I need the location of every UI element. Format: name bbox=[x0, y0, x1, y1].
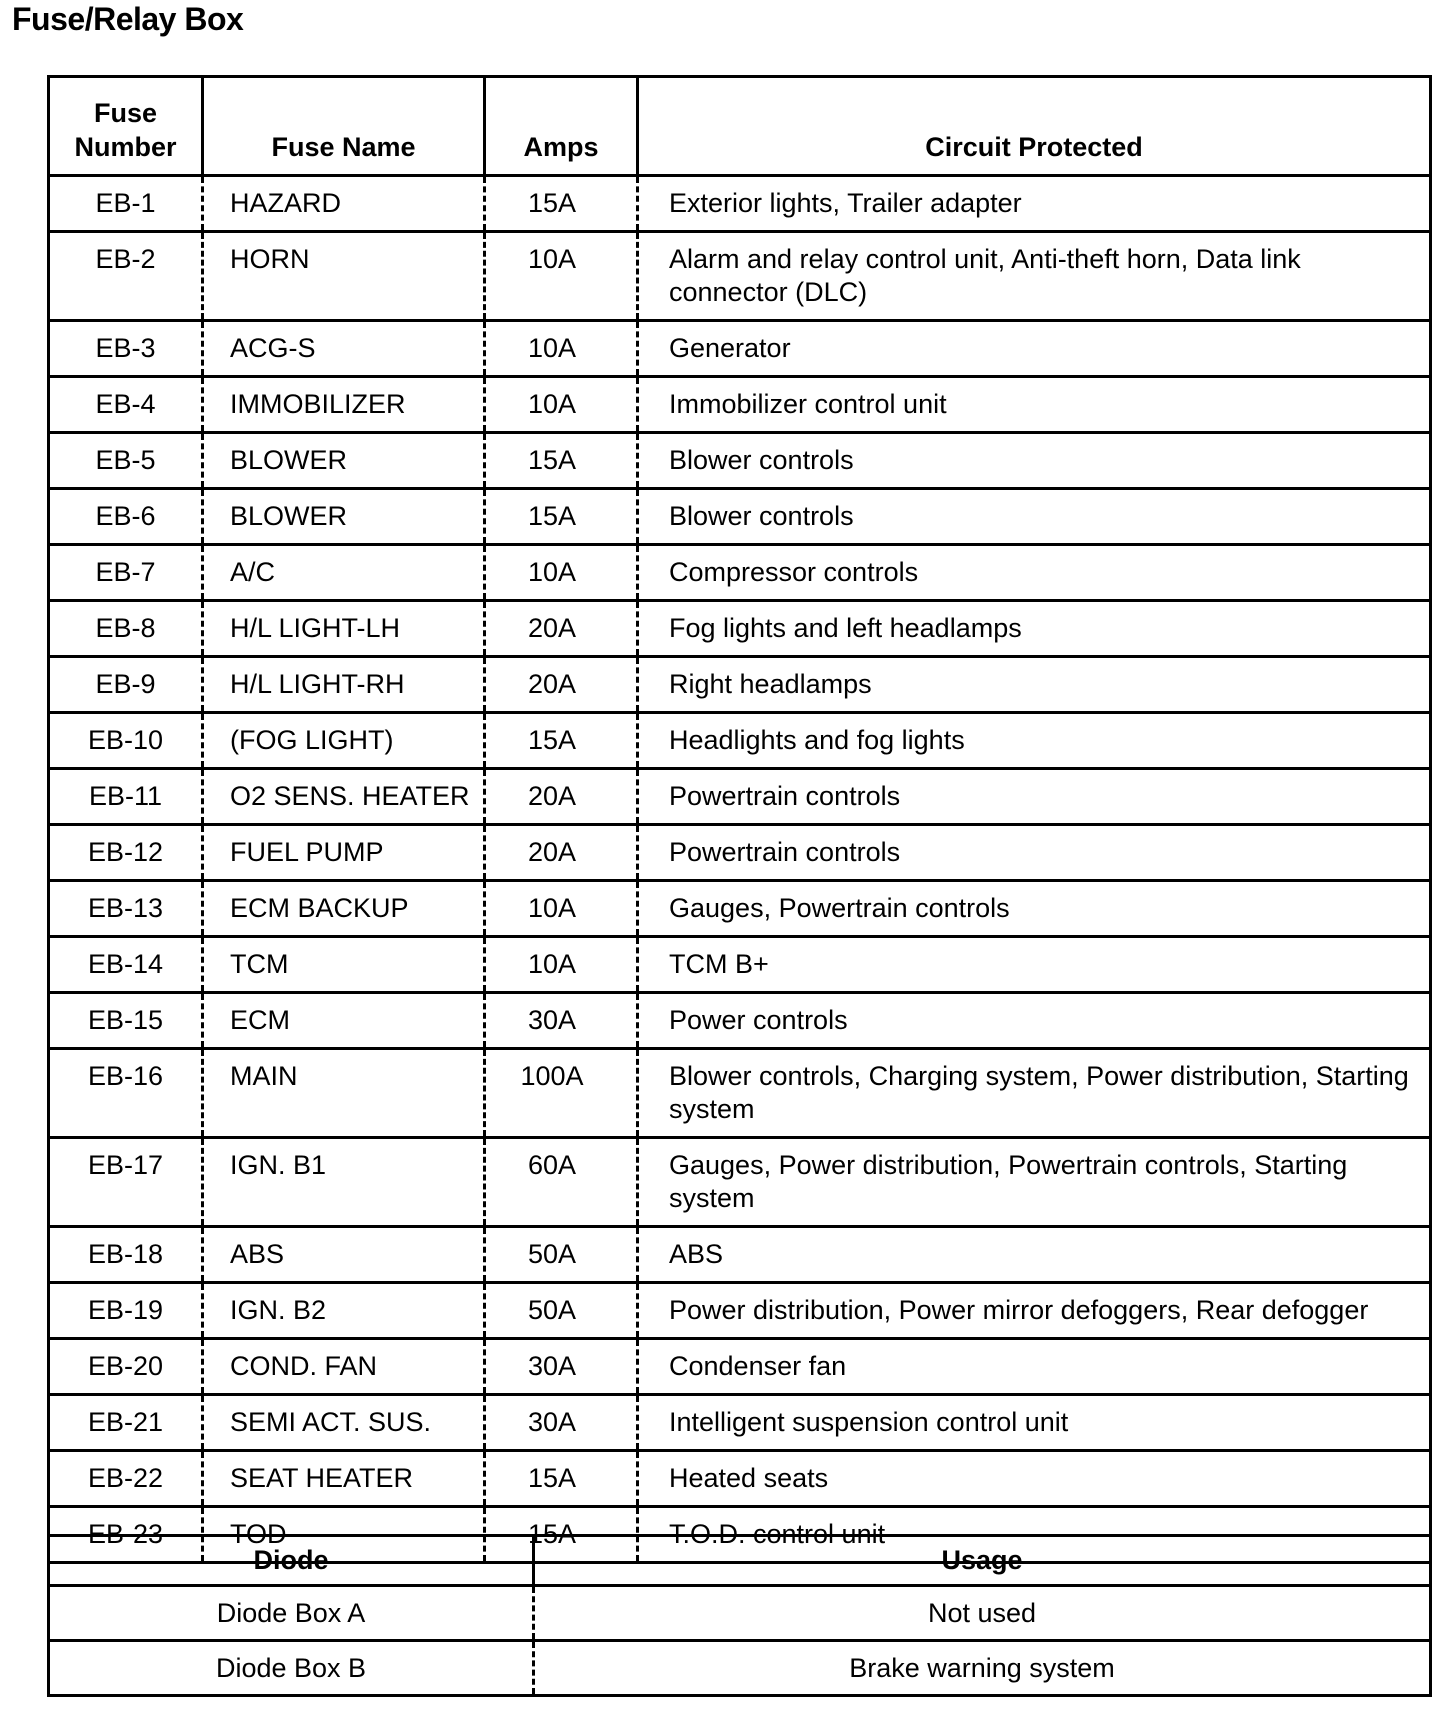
fuse-number-cell: EB-8 bbox=[49, 601, 203, 657]
fuse-number-cell: EB-12 bbox=[49, 825, 203, 881]
circuit-cell: Exterior lights, Trailer adapter bbox=[638, 176, 1431, 232]
table-row bbox=[49, 657, 1431, 713]
circuit-cell: T.O.D. control unit bbox=[669, 1519, 886, 1549]
fuse-number-cell: EB-13 bbox=[49, 881, 203, 937]
page-title: Fuse/Relay Box bbox=[12, 1, 244, 37]
circuit-cell: ABS bbox=[638, 1227, 1431, 1283]
diode-table-header-row bbox=[49, 1536, 1431, 1586]
circuit-cell: TCM B+ bbox=[638, 937, 1431, 993]
table-row bbox=[49, 545, 1431, 601]
amps-cell: 15A bbox=[485, 1451, 638, 1507]
fuse-number-cell: EB-18 bbox=[49, 1227, 203, 1283]
fuse-number-cell: EB-9 bbox=[49, 657, 203, 713]
amps-cell: 20A bbox=[485, 601, 638, 657]
table-row bbox=[49, 881, 1431, 937]
circuit-cell: Blower controls, Charging system, Power distribution, Starting system bbox=[638, 1049, 1431, 1138]
fuse-name-cell: H/L LIGHT-RH bbox=[203, 657, 485, 713]
circuit-cell: Blower controls bbox=[638, 489, 1431, 545]
circuit-cell: Blower controls bbox=[638, 433, 1431, 489]
fuse-name-cell: (FOG LIGHT) bbox=[203, 713, 485, 769]
fuse-number-cell: EB-10 bbox=[49, 713, 203, 769]
table-row bbox=[49, 489, 1431, 545]
table-row bbox=[49, 1283, 1431, 1339]
fuse-name-cell: ABS bbox=[203, 1227, 485, 1283]
fuse-number-cell: EB-1 bbox=[49, 176, 203, 232]
fuse-name-cell: BLOWER bbox=[203, 433, 485, 489]
diode-cell: Diode Box A bbox=[49, 1586, 534, 1641]
circuit-cell: Right headlamps bbox=[638, 657, 1431, 713]
amps-cell: 20A bbox=[485, 769, 638, 825]
fuse-name-cell: HAZARD bbox=[203, 176, 485, 232]
amps-cell: 20A bbox=[485, 825, 638, 881]
circuit-cell: Gauges, Powertrain controls bbox=[638, 881, 1431, 937]
table-row bbox=[49, 232, 1431, 321]
fuse-name-cell: SEAT HEATER bbox=[203, 1451, 485, 1507]
circuit-cell: Powertrain controls bbox=[638, 769, 1431, 825]
fuse-name-cell: COND. FAN bbox=[203, 1339, 485, 1395]
amps-cell: 20A bbox=[485, 657, 638, 713]
fuse-name-cell: ACG-S bbox=[203, 321, 485, 377]
amps-cell: 10A bbox=[485, 937, 638, 993]
usage-cell: Not used bbox=[534, 1586, 1431, 1641]
table-row bbox=[49, 1227, 1431, 1283]
fuse-name-cell: TCM bbox=[203, 937, 485, 993]
fuse-name-cell: A/C bbox=[203, 545, 485, 601]
usage-cell: Brake warning system bbox=[849, 1652, 1115, 1683]
amps-cell: 10A bbox=[485, 377, 638, 433]
fuse-table bbox=[47, 75, 1432, 1564]
circuit-cell: Fog lights and left headlamps bbox=[638, 601, 1431, 657]
table-row bbox=[49, 601, 1431, 657]
amps-cell: 15A bbox=[485, 489, 638, 545]
amps-cell: 50A bbox=[485, 1283, 638, 1339]
fuse-name-cell: IGN. B2 bbox=[203, 1283, 485, 1339]
fuse-name-cell: MAIN bbox=[203, 1049, 485, 1138]
fuse-table-header-row bbox=[49, 77, 1431, 176]
amps-cell: 60A bbox=[485, 1138, 638, 1227]
header-diode: Diode bbox=[49, 1536, 534, 1586]
fuse-name-cell: O2 SENS. HEATER bbox=[203, 769, 485, 825]
circuit-cell: Compressor controls bbox=[638, 545, 1431, 601]
fuse-name-cell: HORN bbox=[203, 232, 485, 321]
circuit-cell: Intelligent suspension control unit bbox=[638, 1395, 1431, 1451]
circuit-cell: Power controls bbox=[638, 993, 1431, 1049]
circuit-cell: Condenser fan bbox=[638, 1339, 1431, 1395]
fuse-number-cell: EB-5 bbox=[49, 433, 203, 489]
amps-cell: 10A bbox=[485, 881, 638, 937]
fuse-name-cell: IMMOBILIZER bbox=[203, 377, 485, 433]
fuse-number-cell: EB-23 bbox=[49, 1507, 203, 1563]
fuse-number-cell: EB-20 bbox=[49, 1339, 203, 1395]
amps-cell: 30A bbox=[485, 993, 638, 1049]
fuse-name-cell: ECM bbox=[203, 993, 485, 1049]
table-row bbox=[49, 377, 1431, 433]
table-row bbox=[49, 321, 1431, 377]
amps-cell: 10A bbox=[485, 321, 638, 377]
fuse-name-cell: H/L LIGHT-LH bbox=[203, 601, 485, 657]
fuse-number-cell: EB-15 bbox=[49, 993, 203, 1049]
table-row bbox=[49, 1049, 1431, 1138]
table-row bbox=[49, 1641, 1431, 1696]
fuse-number-cell: EB-22 bbox=[49, 1451, 203, 1507]
amps-cell: 50A bbox=[485, 1227, 638, 1283]
fuse-name-cell: ECM BACKUP bbox=[203, 881, 485, 937]
table-row bbox=[49, 1586, 1431, 1641]
table-row bbox=[49, 937, 1431, 993]
amps-cell: 15A bbox=[485, 176, 638, 232]
fuse-number-cell: EB-2 bbox=[49, 232, 203, 321]
amps-cell: 15A bbox=[485, 433, 638, 489]
circuit-cell: Alarm and relay control unit, Anti-theft horn, Data link connector (DLC) bbox=[638, 232, 1431, 321]
fuse-number-cell: EB-21 bbox=[49, 1395, 203, 1451]
circuit-cell: Heated seats bbox=[638, 1451, 1431, 1507]
fuse-number-cell: EB-17 bbox=[49, 1138, 203, 1227]
amps-cell: 15A bbox=[485, 1507, 638, 1563]
circuit-cell: Power distribution, Power mirror defoggers, Rear defogger bbox=[638, 1283, 1431, 1339]
fuse-name-cell: TOD bbox=[203, 1507, 485, 1563]
fuse-name-cell: FUEL PUMP bbox=[203, 825, 485, 881]
amps-cell: 30A bbox=[485, 1395, 638, 1451]
diode-cell: Diode Box B bbox=[49, 1641, 534, 1696]
table-row bbox=[49, 1138, 1431, 1227]
table-row bbox=[49, 993, 1431, 1049]
table-row bbox=[49, 1395, 1431, 1451]
table-row bbox=[49, 1451, 1431, 1507]
fuse-number-cell: EB-14 bbox=[49, 937, 203, 993]
circuit-cell: Generator bbox=[638, 321, 1431, 377]
circuit-cell: Headlights and fog lights bbox=[638, 713, 1431, 769]
diode-table bbox=[47, 1534, 1432, 1697]
table-row bbox=[49, 825, 1431, 881]
table-row bbox=[49, 176, 1431, 232]
amps-cell: 30A bbox=[485, 1339, 638, 1395]
fuse-name-cell: BLOWER bbox=[203, 489, 485, 545]
fuse-number-cell: EB-3 bbox=[49, 321, 203, 377]
fuse-number-cell: EB-6 bbox=[49, 489, 203, 545]
header-amps: Amps bbox=[485, 77, 638, 176]
table-row bbox=[49, 769, 1431, 825]
header-fuse-number: Fuse Number bbox=[49, 77, 203, 176]
amps-cell: 15A bbox=[485, 713, 638, 769]
fuse-number-cell: EB-16 bbox=[49, 1049, 203, 1138]
fuse-name-cell: SEMI ACT. SUS. bbox=[203, 1395, 485, 1451]
header-fuse-name: Fuse Name bbox=[203, 77, 485, 176]
circuit-cell: Gauges, Power distribution, Powertrain controls, Starting system bbox=[638, 1138, 1431, 1227]
header-circuit-protected: Circuit Protected bbox=[638, 77, 1431, 176]
circuit-cell: Immobilizer control unit bbox=[638, 377, 1431, 433]
table-row bbox=[49, 433, 1431, 489]
circuit-cell: Powertrain controls bbox=[638, 825, 1431, 881]
fuse-number-cell: EB-7 bbox=[49, 545, 203, 601]
table-row bbox=[49, 1339, 1431, 1395]
fuse-number-cell: EB-4 bbox=[49, 377, 203, 433]
fuse-number-cell: EB-19 bbox=[49, 1283, 203, 1339]
fuse-number-cell: EB-11 bbox=[49, 769, 203, 825]
amps-cell: 10A bbox=[485, 545, 638, 601]
amps-cell: 100A bbox=[485, 1049, 638, 1138]
fuse-name-cell: IGN. B1 bbox=[203, 1138, 485, 1227]
table-row bbox=[49, 713, 1431, 769]
header-usage: Usage bbox=[534, 1536, 1431, 1586]
amps-cell: 10A bbox=[485, 232, 638, 321]
